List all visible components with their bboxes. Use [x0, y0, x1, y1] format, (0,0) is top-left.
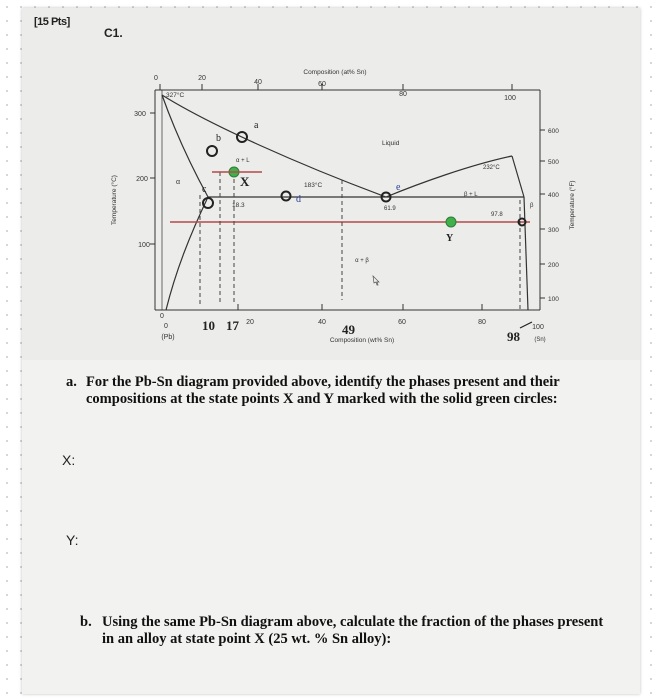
state-point-y — [446, 217, 456, 227]
beta-solidus — [512, 156, 524, 197]
question-b-text: Using the same Pb-Sn diagram above, calculate the fraction of the phases present in an alloy at state point X (25 wt. % Sn alloy): — [102, 614, 604, 647]
bottom-tick-40: 40 — [318, 319, 326, 326]
right-tick-300: 300 — [548, 227, 559, 234]
hand-comp-10: 10 — [202, 318, 215, 333]
liquid-label: Liquid — [382, 140, 400, 147]
answer-x-label: X: — [62, 452, 76, 468]
top-tick-0: 0 — [154, 75, 158, 82]
top-tick-100: 100 — [504, 95, 516, 102]
top-tick-60: 60 — [318, 81, 326, 88]
top-tick-80: 80 — [399, 91, 407, 98]
right-tick-400: 400 — [548, 192, 559, 199]
beta-plus-liquid-label: β + L — [464, 192, 478, 198]
left-tick-300: 300 — [134, 111, 146, 118]
phase-boundaries — [162, 95, 528, 310]
right-tick-200: 200 — [548, 262, 559, 269]
hand-label-e: e — [396, 182, 401, 193]
left-tick-200: 200 — [136, 176, 148, 183]
hand-label-b: b — [216, 133, 221, 144]
sn-melt-label: 232°C — [483, 165, 500, 171]
alpha-label: α — [176, 179, 181, 186]
alpha-solvus-label: 18.3 — [232, 202, 245, 209]
top-tick-40: 40 — [254, 79, 262, 86]
alpha-solvus — [166, 197, 208, 310]
arrow-to-100 — [520, 322, 532, 328]
right-tick-600: 600 — [548, 128, 559, 135]
hand-label-y: Y — [446, 233, 454, 244]
answer-y-label: Y: — [66, 532, 79, 548]
bottom-tick-20: 20 — [246, 319, 254, 326]
hand-comp-49: 49 — [342, 322, 355, 337]
liquidus-left — [162, 95, 386, 197]
pb-label: (Pb) — [161, 334, 175, 341]
beta-label: β — [530, 203, 534, 209]
right-tick-500: 500 — [548, 159, 559, 166]
sn-label: (Sn) — [534, 337, 546, 343]
hand-comp-98: 98 — [507, 329, 520, 344]
bottom-tick-60: 60 — [398, 319, 406, 326]
liquidus-right — [386, 156, 512, 197]
eutectic-comp-label: 61.9 — [384, 206, 396, 212]
bottom-tick-80: 80 — [478, 319, 486, 326]
bottom-tick-0: 0 — [164, 323, 168, 330]
handwritten-circles — [203, 132, 526, 226]
left-tick-0: 0 — [160, 313, 164, 320]
question-a-text: For the Pb-Sn diagram provided above, identify the phases present and their compositions at the state points X and Y marked with the solid green circles: — [86, 374, 560, 407]
solidus-left — [162, 95, 208, 197]
hand-comp-17: 17 — [226, 318, 239, 333]
bottom-tick-100: 100 — [532, 324, 544, 331]
question-b-label: b. — [80, 614, 92, 630]
question-a-label: a. — [66, 374, 77, 390]
eutectic-temp-label: 183°C — [304, 182, 323, 189]
pb-melt-label: 327°C — [166, 92, 185, 99]
beta-solvus — [524, 197, 528, 310]
alpha-plus-liquid-label: α + L — [236, 158, 250, 164]
bottom-axis-title: Composition (wt% Sn) — [329, 337, 395, 344]
top-axis-title: Composition (at% Sn) — [303, 69, 367, 76]
hand-label-a: a — [254, 120, 259, 131]
alpha-plus-beta-label: α + β — [355, 258, 369, 264]
top-tick-20: 20 — [198, 75, 206, 82]
cursor-icon — [373, 276, 379, 285]
right-axis-title: Temperature (°F) — [569, 180, 576, 230]
left-tick-100: 100 — [138, 242, 150, 249]
hand-label-x: X — [240, 174, 250, 189]
right-tick-100: 100 — [548, 296, 559, 303]
question-b — [80, 614, 620, 648]
left-axis-title: Temperature (°C) — [111, 175, 118, 225]
hand-label-c: c — [202, 184, 207, 195]
question-number: C1. — [104, 26, 123, 40]
points-label: [15 Pts] — [34, 16, 70, 28]
hand-label-d: d — [296, 194, 301, 205]
question-a — [66, 374, 622, 408]
beta-solvus-label: 97.8 — [491, 212, 503, 218]
